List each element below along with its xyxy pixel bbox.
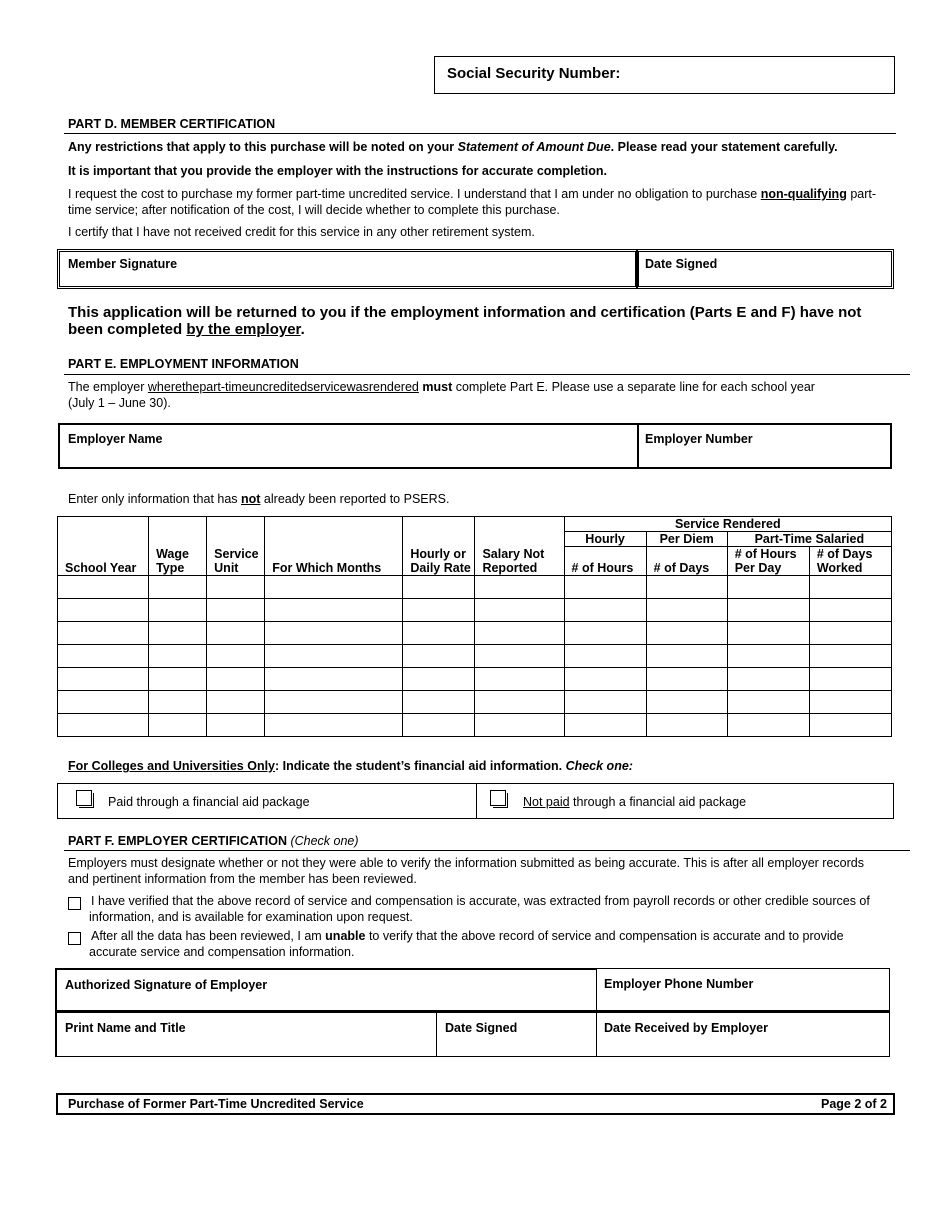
divider: [64, 374, 910, 375]
financial-aid-option-paid[interactable]: [58, 784, 477, 818]
verified-label: I have verified that the above record of service and compensation is accurate, was extracted from payroll records or other credible sources of information, and is available for examination upon request.: [89, 894, 870, 924]
rate-header: Hourly or Daily Rate: [403, 547, 475, 576]
header-blank: [207, 517, 265, 532]
table-row: [58, 714, 892, 737]
table-row: [58, 691, 892, 714]
part-d-restrictions: Any restrictions that apply to this purchase will be noted on your Statement of Amount Due. Please read your statement carefully.: [68, 140, 838, 154]
member-signature-field[interactable]: [57, 249, 638, 289]
not-paid-label: Not paid through a financial aid package: [523, 795, 747, 809]
paid-label: Paid through a financial aid package: [108, 795, 310, 809]
part-f-heading: PART F. EMPLOYER CERTIFICATION (Check one): [68, 834, 359, 848]
hourly-header: Hourly: [564, 532, 646, 547]
employer-date-signed-field[interactable]: [436, 1012, 597, 1057]
employer-date-signed-label: Date Signed: [445, 1021, 518, 1035]
authorized-signature-field[interactable]: [55, 968, 597, 1013]
print-name-field[interactable]: [55, 1012, 437, 1057]
salary-not-reported-header: Salary Not Reported: [475, 547, 564, 576]
authorized-signature-label: Authorized Signature of Employer: [65, 978, 268, 992]
financial-aid-box: [57, 783, 894, 819]
checkbox-icon[interactable]: [68, 897, 81, 910]
employer-number-field[interactable]: [639, 425, 890, 467]
financial-aid-option-not-paid[interactable]: [477, 784, 892, 818]
employer-number-label: Employer Number: [645, 432, 753, 446]
wage-type-header: Wage Type: [149, 547, 207, 576]
table-row: [58, 668, 892, 691]
print-name-label: Print Name and Title: [65, 1021, 186, 1035]
return-notice: This application will be returned to you if the employment information and certification (Parts E and F) have not been completed by the employer.: [68, 304, 862, 338]
divider: [64, 133, 896, 134]
table-row: [58, 622, 892, 645]
employer-phone-label: Employer Phone Number: [604, 977, 754, 991]
table-row: [58, 645, 892, 668]
checkbox-icon[interactable]: [490, 790, 506, 806]
employment-table: [57, 516, 892, 737]
checkbox-icon[interactable]: [76, 790, 92, 806]
num-hours-header: # of Hours: [564, 547, 646, 576]
header-blank: [149, 517, 207, 532]
school-year-header: School Year: [58, 547, 149, 576]
ssn-box[interactable]: [434, 56, 895, 94]
header-blank: [58, 517, 149, 532]
table-row: [58, 599, 892, 622]
service-rendered-header: Service Rendered: [564, 517, 891, 532]
checkbox-icon[interactable]: [68, 932, 81, 945]
page-number: Page 2 of 2: [821, 1097, 887, 1111]
footer-title: Purchase of Former Part-Time Uncredited Service: [68, 1097, 364, 1111]
date-received-field[interactable]: [596, 1012, 890, 1057]
header-blank: [403, 517, 475, 532]
header-blank: [265, 517, 403, 532]
colleges-instruction: For Colleges and Universities Only: Indicate the student’s financial aid information. Check one:: [68, 759, 633, 773]
service-unit-header: Service Unit: [207, 547, 265, 576]
footer-bar: [56, 1093, 895, 1115]
verified-checkbox[interactable]: [68, 897, 81, 913]
part-f-intro: Employers must designate whether or not they were able to verify the information submitted as being accurate. This is after all employer records and pertinent information from the member has been reviewed.: [68, 856, 864, 886]
not-reported-note: Enter only information that has not already been reported to PSERS.: [68, 492, 450, 506]
part-d-request: I request the cost to purchase my former part-time uncredited service. I understand that I am under no obligation to purchase non-qualifying part-time service; after notification of the cost, I will decide whether to complete this purchase.: [68, 187, 877, 217]
part-d-instructions: It is important that you provide the employer with the instructions for accurate completion.: [68, 164, 607, 178]
unable-checkbox[interactable]: [68, 932, 81, 948]
employer-name-field[interactable]: [60, 425, 639, 467]
date-signed-label: Date Signed: [645, 257, 718, 271]
employer-name-label: Employer Name: [68, 432, 163, 446]
table-row: [58, 576, 892, 599]
for-which-months-header: For Which Months: [265, 547, 403, 576]
member-signature-label: Member Signature: [68, 257, 178, 271]
part-d-certify: I certify that I have not received credit for this service in any other retirement system.: [68, 225, 535, 239]
hours-per-day-header: # of Hours Per Day: [727, 547, 809, 576]
per-diem-header: Per Diem: [646, 532, 727, 547]
employer-phone-field[interactable]: [596, 968, 890, 1013]
employer-info-box: [58, 423, 892, 469]
part-time-salaried-header: Part-Time Salaried: [727, 532, 891, 547]
ssn-label: Social Security Number:: [447, 65, 621, 82]
header-blank: [475, 517, 564, 532]
num-days-header: # of Days: [646, 547, 727, 576]
divider: [64, 850, 910, 851]
part-e-heading: PART E. EMPLOYMENT INFORMATION: [68, 357, 299, 371]
date-received-label: Date Received by Employer: [604, 1021, 768, 1035]
unable-label: After all the data has been reviewed, I am unable to verify that the above record of service and compensation is accurate and to provide accurate service and compensation information.: [89, 929, 844, 959]
part-e-intro: The employer wherethepart-timeuncreditedservicewasrendered must complete Part E. Please use a separate line for each school year (July 1 – June 30).: [68, 380, 815, 410]
part-d-heading: PART D. MEMBER CERTIFICATION: [68, 117, 276, 131]
member-date-signed-field[interactable]: [636, 249, 894, 289]
days-worked-header: # of Days Worked: [809, 547, 891, 576]
